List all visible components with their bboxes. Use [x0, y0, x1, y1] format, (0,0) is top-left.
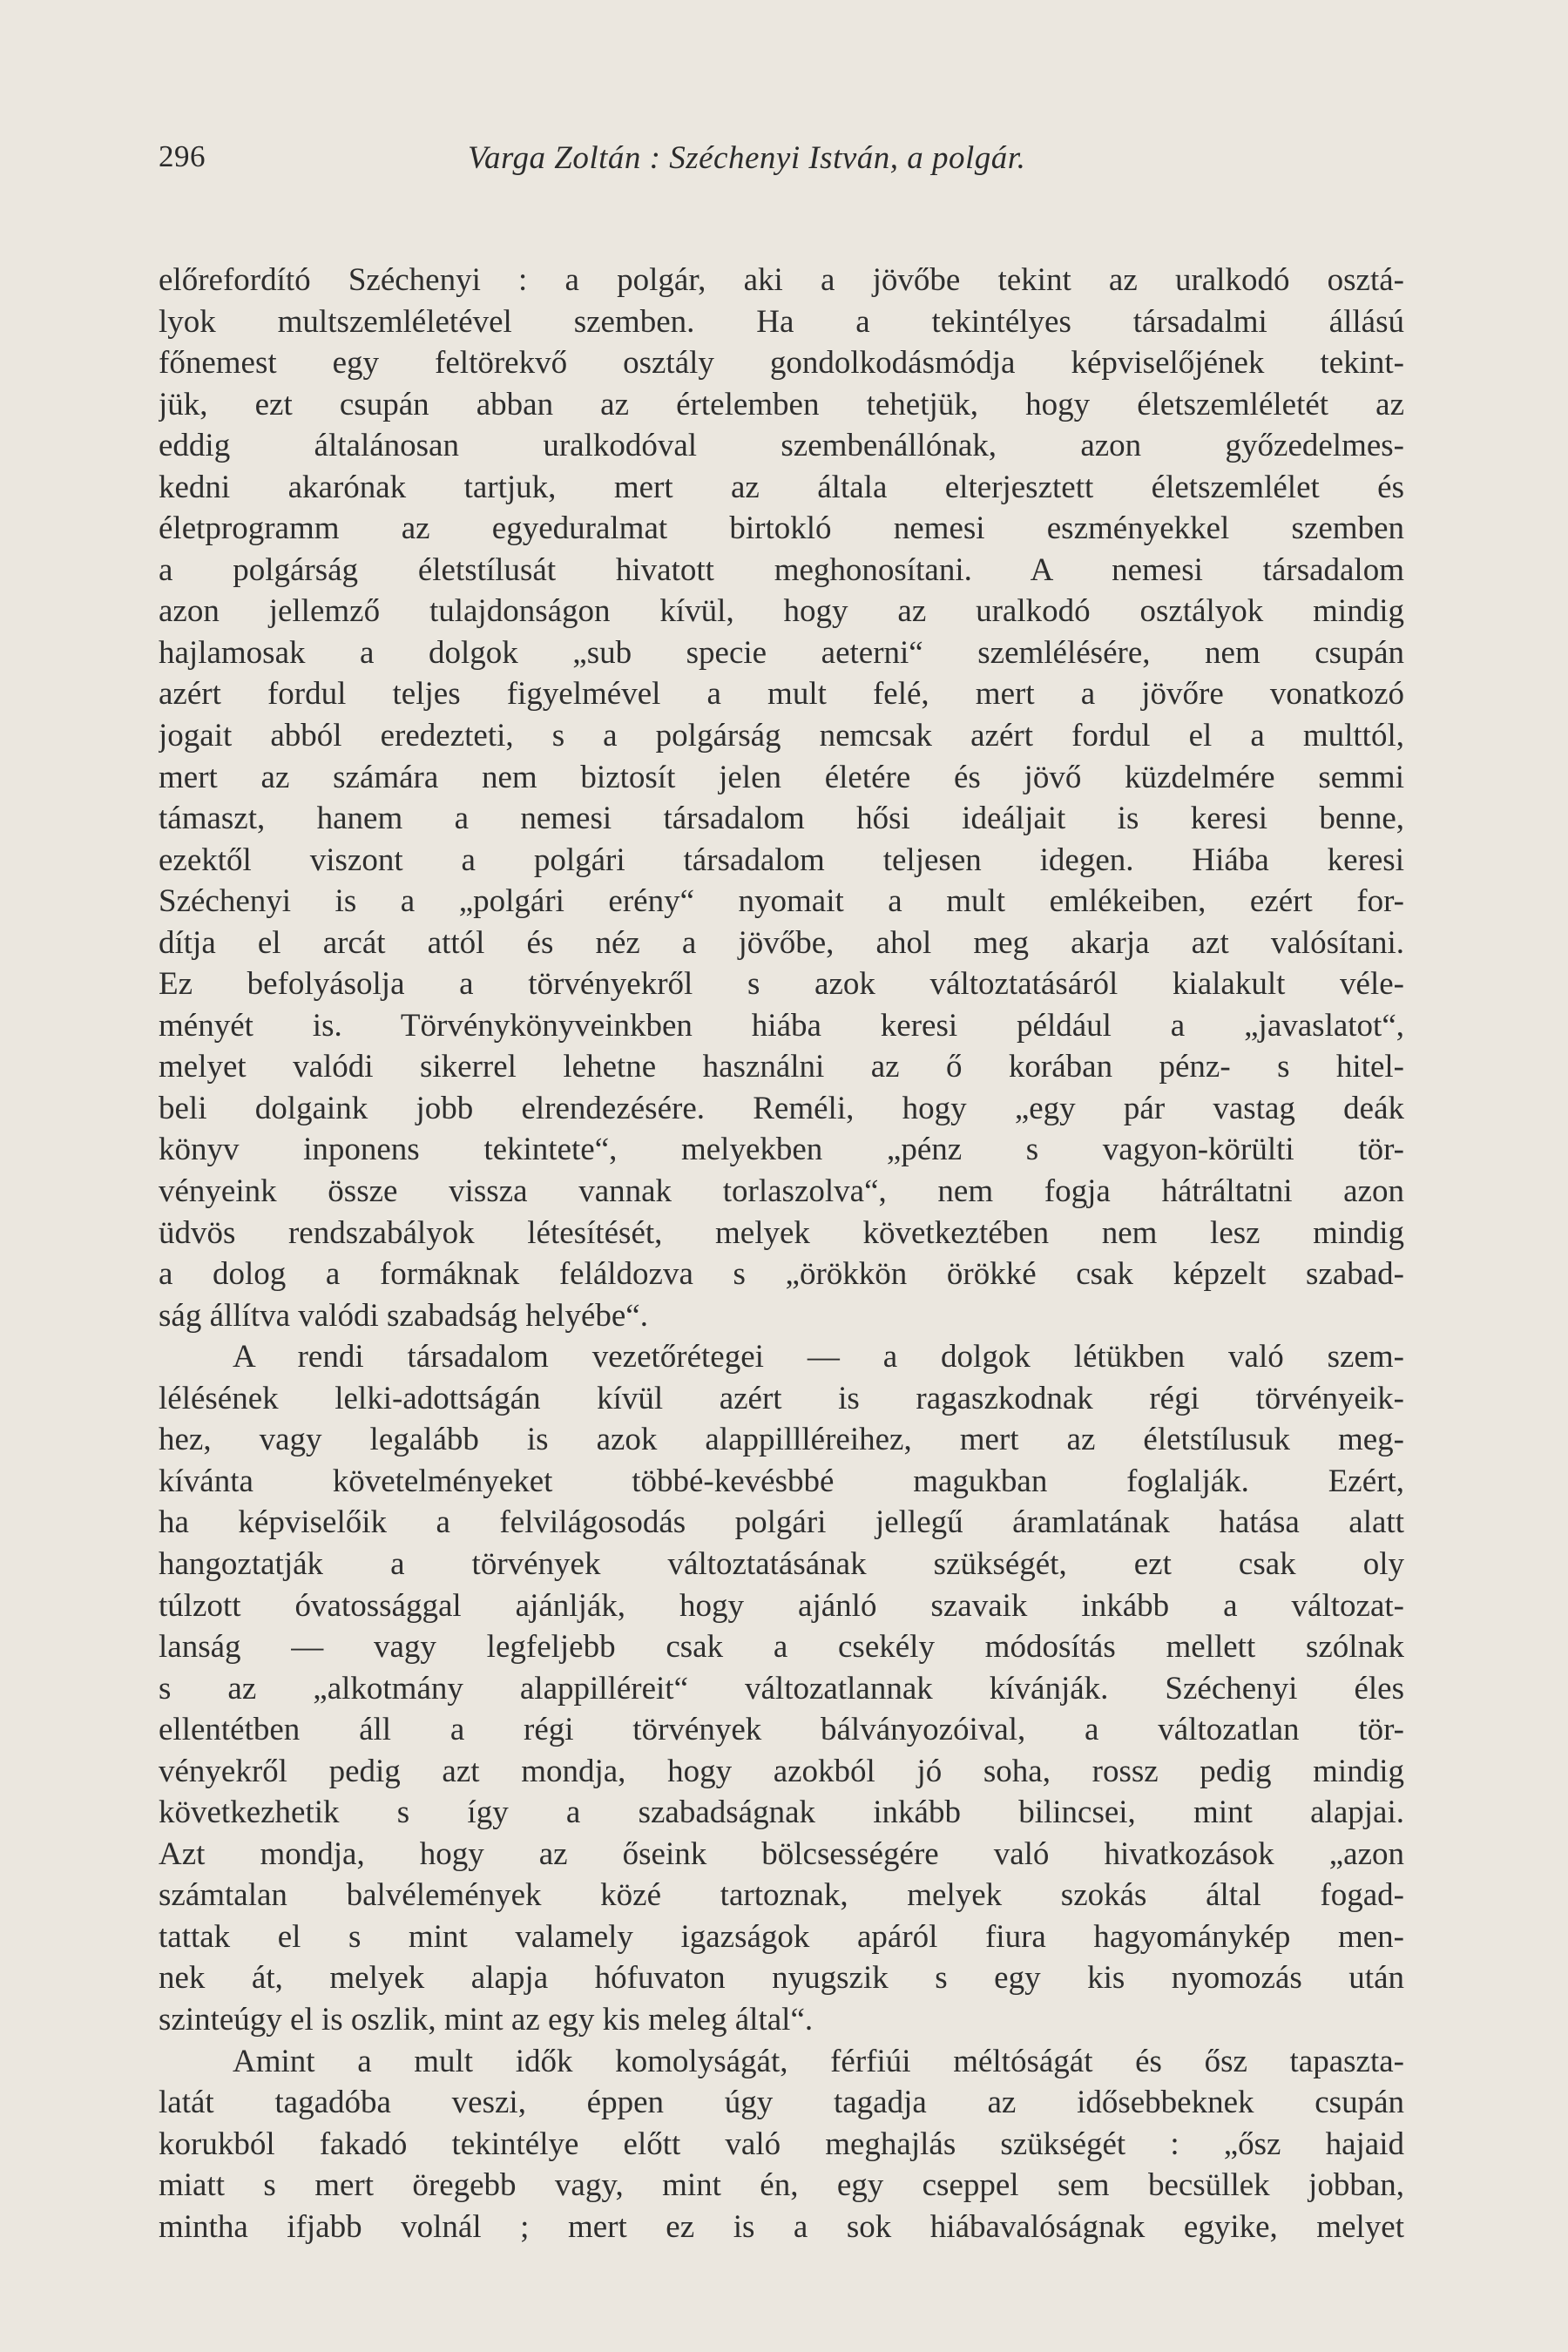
text-line: lyok multszemléletével szemben. Ha a tekintélyes társadalmi állású — [159, 303, 1404, 340]
body-text — [159, 260, 1404, 2247]
text-line: a dolog a formáknak feláldozva s „örökkön örökké csak képzelt szabad- — [159, 1256, 1404, 1293]
text-line: dítja el arcát attól és néz a jövőbe, ahol meg akarja azt valósítani. — [159, 924, 1404, 961]
text-line: mintha ifjabb volnál ; mert ez is a sok hiábavalóságnak egyike, melyet — [159, 2208, 1404, 2245]
text-line: beli dolgaink jobb elrendezésére. Reméli, hogy „egy pár vastag deák — [159, 1090, 1404, 1126]
text-line: tattak el s mint valamely igazságok apáról fiura hagyománykép men- — [159, 1918, 1404, 1955]
text-line: nek át, melyek alapja hófuvaton nyugszik s egy kis nyomozás után — [159, 1960, 1404, 1997]
text-line: életprogramm az egyeduralmat birtokló nemesi eszményekkel szemben — [159, 510, 1404, 547]
page-header — [159, 139, 1404, 192]
text-line: főnemest egy feltörekvő osztály gondolkodásmódja képviselőjének tekint- — [159, 345, 1404, 382]
text-line: következhetik s így a szabadságnak inkább bilincsei, mint alapjai. — [159, 1794, 1404, 1831]
text-line: kívánta követelményeket többé-kevésbbé magukban foglalják. Ezért, — [159, 1463, 1404, 1499]
text-line: hajlamosak a dolgok „sub specie aeterni“ szemlélésére, nem csupán — [159, 634, 1404, 671]
text-line: ság állítva valódi szabadság helyébe“. — [159, 1297, 648, 1334]
text-line: korukból fakadó tekintélye előtt való meghajlás szükségét : „ősz hajaid — [159, 2126, 1404, 2162]
text-line: miatt s mert öregebb vagy, mint én, egy cseppel sem becsüllek jobban, — [159, 2167, 1404, 2204]
text-line: üdvös rendszabályok létesítését, melyek következtében nem lesz mindig — [159, 1214, 1404, 1251]
text-line: ellentétben áll a régi törvények bálványozóival, a változatlan tör- — [159, 1712, 1404, 1748]
text-line: Ez befolyásolja a törvényekről s azok változtatásáról kialakult véle- — [159, 966, 1404, 1003]
text-line: s az „alkotmány alappilléreit“ változatlannak kívánják. Széchenyi éles — [159, 1670, 1404, 1707]
text-line: számtalan balvélemények közé tartoznak, melyek szokás által fogad- — [159, 1877, 1404, 1914]
text-line: lanság — vagy legfeljebb csak a csekély módosítás mellett szólnak — [159, 1629, 1404, 1666]
text-line: ha képviselőik a felvilágosodás polgári jellegű áramlatának hatása alatt — [159, 1504, 1404, 1541]
running-head: Varga Zoltán : Széchenyi István, a polgár. — [468, 140, 1026, 176]
text-line: szinteúgy el is oszlik, mint az egy kis meleg által“. — [159, 2001, 814, 2038]
text-line: hez, vagy legalább is azok alappillléreihez, mert az életstílusuk meg- — [159, 1422, 1404, 1458]
text-line: latát tagadóba veszi, éppen úgy tagadja az idősebbeknek csupán — [159, 2085, 1404, 2121]
text-line: a polgárság életstílusát hivatott meghonosítani. A nemesi társadalom — [159, 551, 1404, 588]
text-line: vényeink össze vissza vannak torlaszolva“, nem fogja hátráltatni azon — [159, 1173, 1404, 1210]
text-line: hangoztatják a törvények változtatásának szükségét, ezt csak oly — [159, 1545, 1404, 1582]
text-line: támaszt, hanem a nemesi társadalom hősi ideáljait is keresi benne, — [159, 801, 1404, 837]
text-line: Azt mondja, hogy az őseink bölcsességére való hivatkozások „azon — [159, 1835, 1404, 1872]
text-line: lélésének lelki-adottságán kívül azért is ragaszkodnak régi törvényeik- — [159, 1380, 1404, 1416]
text-line: kedni akarónak tartjuk, mert az általa elterjesztett életszemlélet és — [159, 469, 1404, 505]
text-line: melyet valódi sikerrel lehetne használni az ő korában pénz- s hitel- — [159, 1049, 1404, 1085]
text-line: túlzott óvatossággal ajánlják, hogy ajánló szavaik inkább a változat- — [159, 1587, 1404, 1624]
text-line: eddig általánosan uralkodóval szembenállónak, azon győzedelmes- — [159, 428, 1404, 464]
text-line: ményét is. Törvénykönyveinkben hiába keresi például a „javaslatot“, — [159, 1007, 1404, 1044]
text-line: azon jellemző tulajdonságon kívül, hogy az uralkodó osztályok mindig — [159, 593, 1404, 630]
text-line: könyv inponens tekintete“, melyekben „pénz s vagyon-körülti tör- — [159, 1132, 1404, 1168]
page-number: 296 — [159, 139, 206, 173]
text-line: azért fordul teljes figyelmével a mult felé, mert a jövőre vonatkozó — [159, 676, 1404, 713]
text-line: A rendi társadalom vezetőrétegei — a dolgok létükben való szem- — [233, 1339, 1404, 1375]
text-line: előrefordító Széchenyi : a polgár, aki a jövőbe tekint az uralkodó osztá- — [159, 262, 1404, 298]
text-line: vényekről pedig azt mondja, hogy azokból jó soha, rossz pedig mindig — [159, 1753, 1404, 1789]
text-line: ezektől viszont a polgári társadalom teljesen idegen. Hiába keresi — [159, 841, 1404, 878]
text-line: Széchenyi is a „polgári erény“ nyomait a mult emlékeiben, ezért for- — [159, 883, 1404, 920]
text-line: Amint a mult idők komolyságát, férfiúi méltóságát és ősz tapaszta- — [233, 2043, 1404, 2079]
text-line: jogait abból eredezteti, s a polgárság nemcsak azért fordul el a multtól, — [159, 718, 1404, 754]
text-line: mert az számára nem biztosít jelen életére és jövő küzdelmére semmi — [159, 759, 1404, 795]
text-line: jük, ezt csupán abban az értelemben tehetjük, hogy életszemléletét az — [159, 386, 1404, 422]
